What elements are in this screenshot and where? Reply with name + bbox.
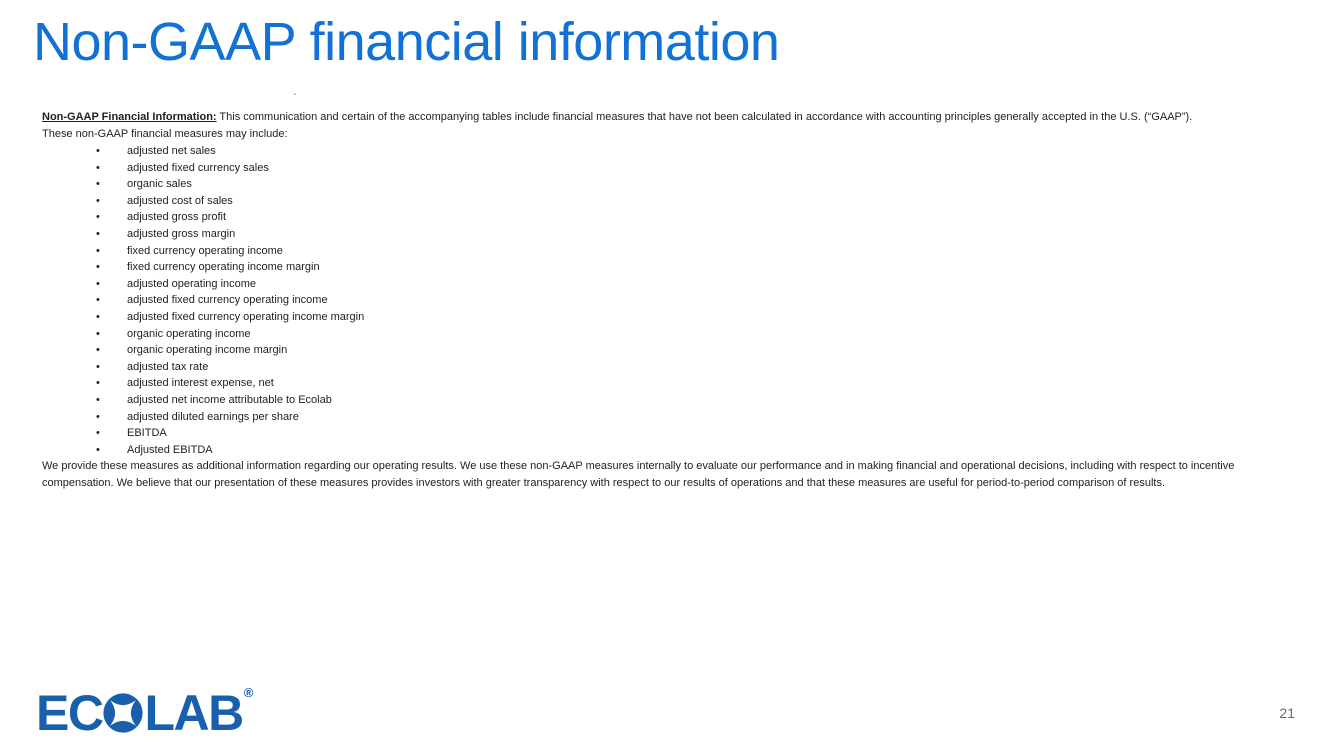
measure-item: • adjusted fixed currency operating income — [96, 292, 1285, 309]
measure-item: • organic sales — [96, 176, 1285, 193]
intro-lead: Non-GAAP Financial Information: — [42, 111, 217, 123]
slide-body — [42, 109, 1285, 492]
closing-paragraph: We provide these measures as additional information regarding our operating results. We use these non-GAAP measures internally to evaluate our performance and in making financial and operational decisions, including with respect to incentive compensation. We believe that our presentation of these measures provides investors with greater transparency with respect to our results of operations and that these measures are useful for period-to-period comparison of results. — [42, 460, 1235, 490]
logo-text-lab: LAB — [144, 685, 243, 741]
measure-item: • adjusted gross profit — [96, 209, 1285, 226]
logo-text-ec: EC — [36, 685, 103, 741]
measure-item: • Adjusted EBITDA — [96, 442, 1285, 459]
measure-item: • adjusted fixed currency sales — [96, 160, 1285, 177]
measures-list — [42, 143, 1285, 458]
registered-mark: ® — [243, 685, 254, 700]
measure-item: • adjusted diluted earnings per share — [96, 409, 1285, 426]
page-title: Non-GAAP financial information — [33, 12, 780, 72]
list-intro: These non-GAAP financial measures may include: — [42, 128, 288, 140]
measure-item: • fixed currency operating income margin — [96, 259, 1285, 276]
intro-paragraph — [42, 109, 1285, 126]
ecolab-logo — [36, 685, 254, 741]
measure-item: • adjusted net income attributable to Ecolab — [96, 392, 1285, 409]
ecolab-star-icon — [103, 693, 143, 733]
measure-item: • adjusted net sales — [96, 143, 1285, 160]
measure-item: • adjusted fixed currency operating income margin — [96, 309, 1285, 326]
measure-item: • EBITDA — [96, 425, 1285, 442]
stray-period: . — [293, 83, 297, 98]
measure-item: • adjusted interest expense, net — [96, 375, 1285, 392]
measure-item: • organic operating income — [96, 326, 1285, 343]
measure-item: • adjusted gross margin — [96, 226, 1285, 243]
intro-text: This communication and certain of the accompanying tables include financial measures that have not been calculated in accordance with accounting principles generally accepted in the U.S. (“GAAP”). — [216, 111, 1193, 123]
measure-item: • organic operating income margin — [96, 342, 1285, 359]
measure-item: • adjusted cost of sales — [96, 193, 1285, 210]
measure-item: • adjusted tax rate — [96, 359, 1285, 376]
page-number: 21 — [1279, 705, 1295, 721]
measure-item: • adjusted operating income — [96, 276, 1285, 293]
measure-item: • fixed currency operating income — [96, 243, 1285, 260]
